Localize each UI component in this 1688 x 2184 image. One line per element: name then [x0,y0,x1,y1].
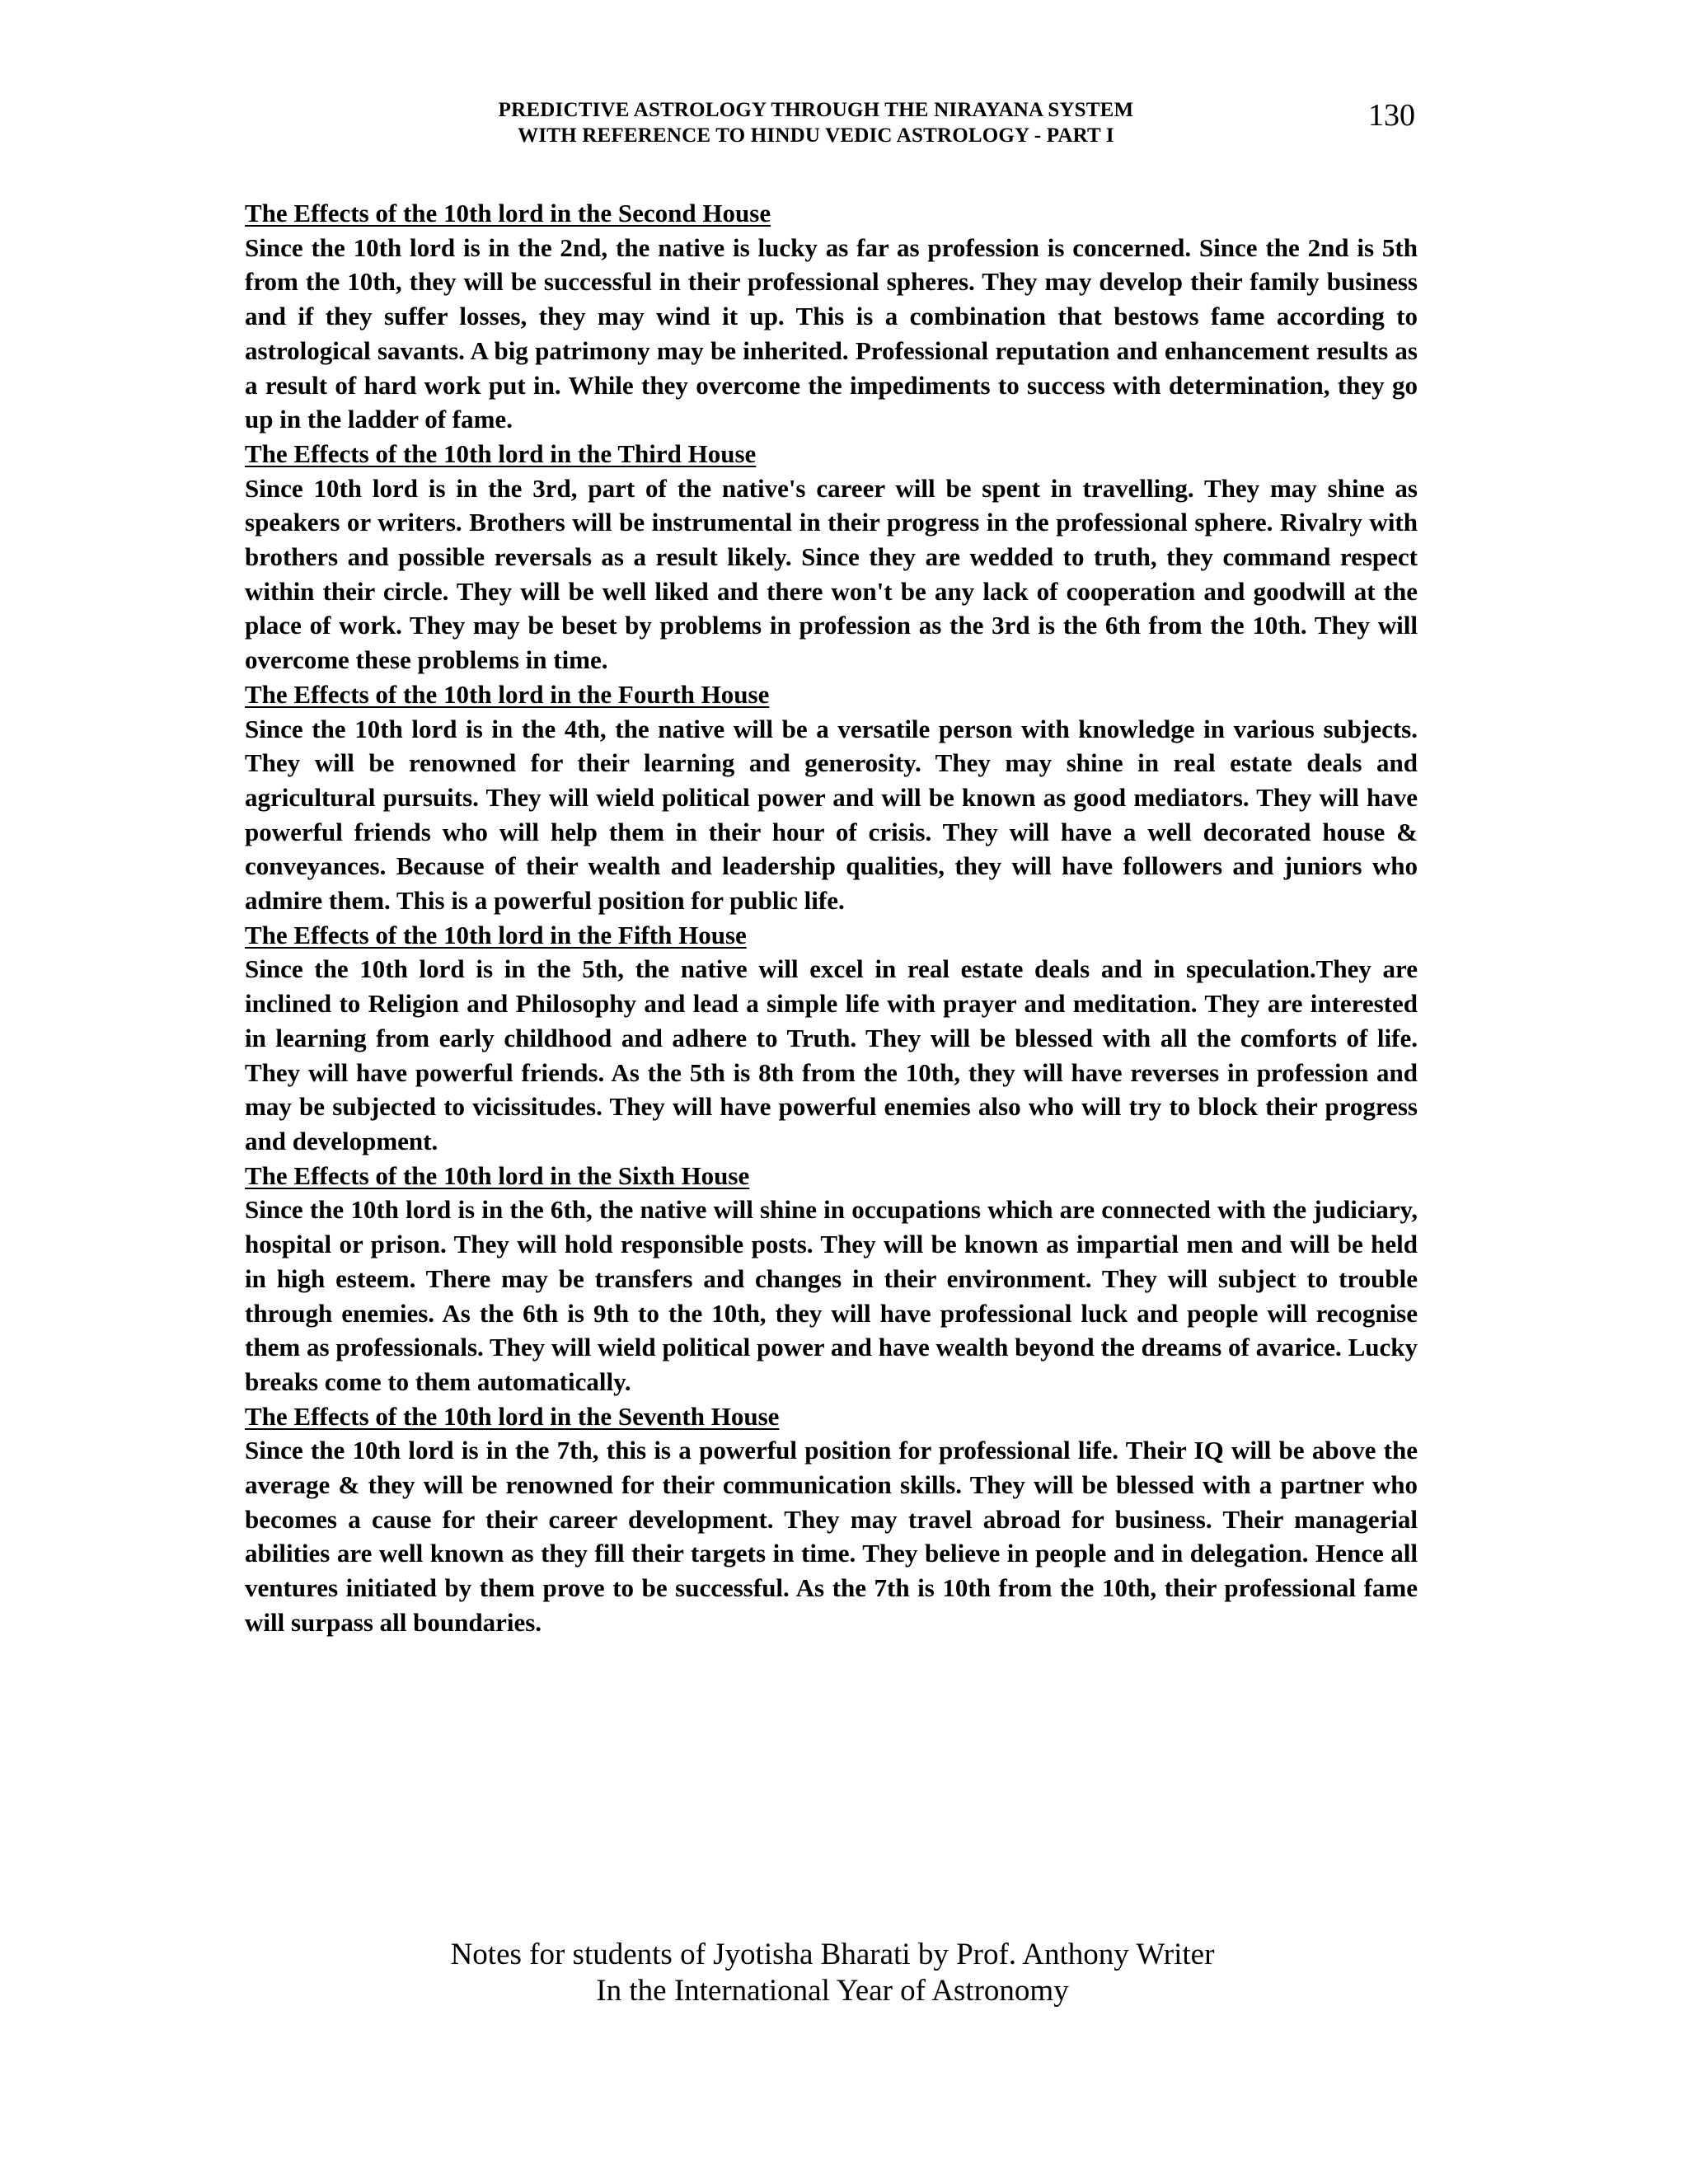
section-sixth-house [245,1159,1418,1399]
page-number: 130 [1368,98,1415,133]
header-line-2: WITH REFERENCE TO HINDU VEDIC ASTROLOGY - PART I [518,124,1114,147]
section-heading: The Effects of the 10th lord in the Sixth House [245,1160,750,1190]
header-line-1: PREDICTIVE ASTROLOGY THROUGH THE NIRAYANA SYSTEM [498,99,1134,121]
section-heading: The Effects of the 10th lord in the Seventh House [245,1401,780,1431]
section-fifth-house [245,918,1418,1159]
section-paragraph: Since the 10th lord is in the 4th, the native will be a versatile person with knowledge in various subjects. They will be renowned for their learning and generosity. They may shine in real estate deals and agricultural pursuits. They will wield political power and will be known as good mediators. They will have powerful friends who will help them in their hour of crisis. They will have a well decorated house & conveyances. Because of their wealth and leadership qualities, they will have followers and juniors who admire them. This is a powerful position for public life. [245,714,1418,916]
body-text [245,196,1418,1640]
section-heading: The Effects of the 10th lord in the Third House [245,438,757,468]
running-header [330,97,1302,148]
section-heading: The Effects of the 10th lord in the Fifth House [245,920,747,949]
section-third-house [245,437,1418,677]
section-paragraph: Since the 10th lord is in the 2nd, the native is lucky as far as profession is concerned. Since the 2nd is 5th from the 10th, they will be successful in their professional spheres. They may develop their family business and if they suffer losses, they may wind it up. This is a combination that bestows fame according to astrological savants. A big patrimony may be inherited. Professional reputation and enhancement results as a result of hard work put in. While they overcome the impediments to success with determination, they go up in the ladder of fame. [245,232,1418,434]
section-fourth-house [245,677,1418,918]
footer-line-1: Notes for students of Jyotisha Bharati by Prof. Anthony Writer [450,1938,1215,1971]
page-footer [247,1937,1418,2009]
section-paragraph: Since 10th lord is in the 3rd, part of the native's career will be spent in travelling. They may shine as speakers or writers. Brothers will be instrumental in their progress in the professional sphere. Rivalry with brothers and possible reversals as a result likely. Since they are wedded to truth, they command respect within their circle. They will be well liked and there won't be any lack of cooperation and goodwill at the place of work. They may be beset by problems in profession as the 3rd is the 6th from the 10th. They will overcome these problems in time. [245,473,1418,675]
section-paragraph: Since the 10th lord is in the 5th, the native will excel in real estate deals and in speculation.They are inclined to Religion and Philosophy and lead a simple life with prayer and meditation. They are interested in learning from early childhood and adhere to Truth. They will be blessed with all the comforts of life. They will have powerful friends. As the 5th is 8th from the 10th, they will have reverses in profession and may be subjected to vicissitudes. They will have powerful enemies also who will try to block their progress and development. [245,954,1418,1155]
section-seventh-house [245,1399,1418,1640]
section-heading: The Effects of the 10th lord in the Second House [245,199,771,227]
section-second-house [245,196,1418,437]
section-paragraph: Since the 10th lord is in the 6th, the native will shine in occupations which are connected with the judiciary, hospital or prison. They will hold responsible posts. They will be known as impartial men and will be held in high esteem. There may be transfers and changes in their environment. They will subject to trouble through enemies. As the 6th is 9th to the 10th, they will have professional luck and people will recognise them as professionals. They will wield political power and have wealth beyond the dreams of avarice. Lucky breaks come to them automatically. [245,1195,1418,1396]
section-paragraph: Since the 10th lord is in the 7th, this is a powerful position for professional life. Their IQ will be above the average & they will be renowned for their communication skills. They will be blessed with a partner who becomes a cause for their career development. They may travel abroad for business. Their managerial abilities are well known as they fill their targets in time. They believe in people and in delegation. Hence all ventures initiated by them prove to be successful. As the 7th is 10th from the 10th, their professional fame will surpass all boundaries. [245,1436,1418,1637]
footer-line-2: In the International Year of Astronomy [596,1974,1069,2008]
section-heading: The Effects of the 10th lord in the Fourth House [245,679,770,709]
